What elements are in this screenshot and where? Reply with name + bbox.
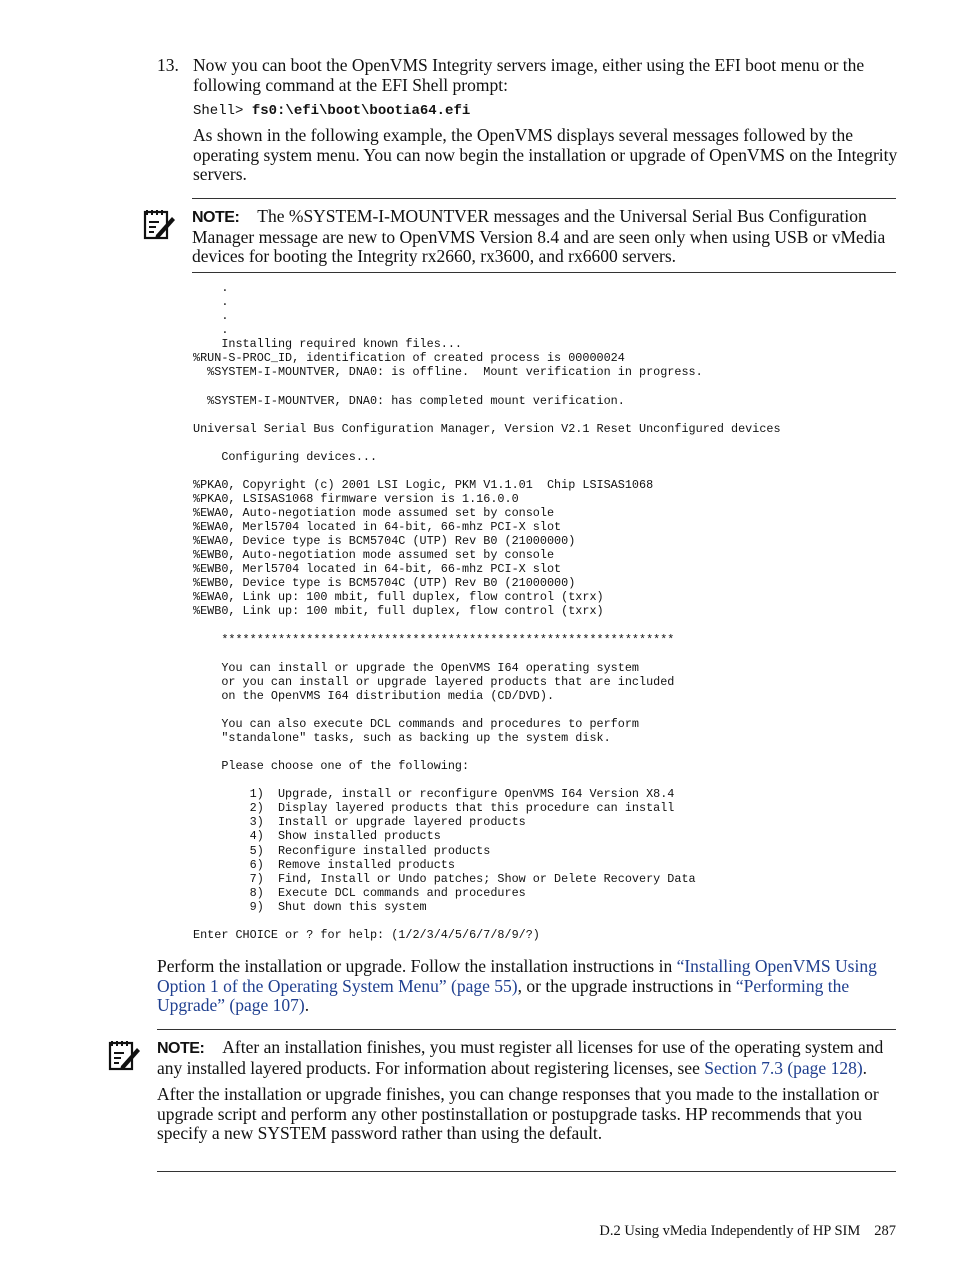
note2-top-rule xyxy=(157,1029,896,1030)
note1 xyxy=(192,207,898,267)
perform-text-middle: , or the upgrade instructions in xyxy=(517,975,736,996)
note2-paragraph-1 xyxy=(157,1038,899,1078)
perform-text-before: Perform the installation or upgrade. Follow the installation instructions in xyxy=(157,956,677,976)
page-number: 287 xyxy=(874,1223,896,1239)
page-footer xyxy=(599,1222,896,1242)
note-pencil-icon xyxy=(107,1038,141,1072)
step-number: 13. xyxy=(157,55,179,75)
perform-paragraph xyxy=(157,957,899,1016)
note2-text-before: After an installation finishes, you must register all licenses for use of the operating system and any installed layered products. For information about registering licenses, see xyxy=(157,1037,884,1078)
note2 xyxy=(157,1038,899,1144)
note1-label: NOTE: xyxy=(192,209,240,226)
note1-text: The %SYSTEM-I-MOUNTVER messages and the Universal Serial Bus Configuration Manager message are new to OpenVMS Version 8.4 and are seen only when using USB or vMedia devices for booting the Integrity rx2660, rx3600, and rx6600 servers. xyxy=(192,206,886,266)
note1-bottom-rule xyxy=(192,272,896,273)
console-output: . . . . Installing required known files... %RUN-S-PROC_ID, identification of created process is 00000024 %SYSTEM-I-MOUNTVER, DNA0: is offline. Mount verification in progress. %SYSTEM-I-MOUNTVER, DNA0: has completed mount verification. Universal Serial Bus Configuration Manager, Version V2.1 Reset Unconfigured devices Configuring devices... %PKA0, Copyright (c) 2001 LSI Logic, PKM V1.1.01 Chip LSISAS1068 %PKA0, LSISAS1068 firmware version is 1.16.0.0 %EWA0, Auto-negotiation mode assumed set by console %EWA0, Merl5704 located in 64-bit, 66-mhz PCI-X slot %EWA0, Device type is BCM5704C (UTP) Rev B0 (21000000) %EWB0, Auto-negotiation mode assumed set by console %EWB0, Merl5704 located in 64-bit, 66-mhz PCI-X slot %EWB0, Device type is BCM5704C (UTP) Rev B0 (21000000) %EWA0, Link up: 100 mbit, full duplex, flow control (txrx) %EWB0, Link up: 100 mbit, full duplex, flow control (txrx) **************************************************************** You can install or upgrade the OpenVMS I64 operating system or you can install or upgrade layered products that are included on the OpenVMS I64 distribution media (CD/DVD). You can also execute DCL commands and procedures to perform "standalone" tasks, such as backing up the system disk. Please choose one of the following: 1) Upgrade, install or reconfigure OpenVMS I64 Version X8.4 2) Display layered products that this procedure can install 3) Install or upgrade layered products 4) Show installed products 5) Reconfigure installed products 6) Remove installed products 7) Find, Install or Undo patches; Show or Delete Recovery Data 8) Execute DCL commands and procedures 9) Shut down this system Enter CHOICE or ? for help: (1/2/3/4/5/6/7/8/9/?) xyxy=(193,281,781,942)
link-performing-upgrade[interactable]: “Performing the Upgrade” (page 107) xyxy=(157,975,850,1015)
step-intro: Now you can boot the OpenVMS Integrity servers image, either using the EFI boot menu or the following command at the EFI Shell prompt: xyxy=(193,55,865,95)
link-section-7-3[interactable]: Section 7.3 (page 128) xyxy=(704,1057,863,1078)
note2-label: NOTE: xyxy=(157,1040,205,1057)
note2-bottom-rule xyxy=(157,1171,896,1172)
note2-text-after: . xyxy=(862,1057,868,1078)
link-installing-openvms[interactable]: “Installing OpenVMS Using Option 1 of the Operating System Menu” (page 55) xyxy=(157,956,877,996)
footer-section: D.2 Using vMedia Independently of HP SIM xyxy=(599,1223,861,1239)
note1-top-rule xyxy=(192,198,896,199)
shell-command xyxy=(193,102,898,120)
step-after: As shown in the following example, the OpenVMS displays several messages followed by the operating system menu. You can now begin the installation or upgrade of OpenVMS on the Integrity servers. xyxy=(193,125,898,184)
perform-text-after: . xyxy=(304,995,310,1015)
shell-prompt: Shell> xyxy=(193,103,252,119)
boot-command: fs0:\efi\boot\bootia64.efi xyxy=(251,103,471,119)
note2-paragraph-2: After the installation or upgrade finishes, you can change responses that you made to the installation or upgrade script and perform any other postinstallation or postupgrade tasks. HP recommends that you specify a new SYSTEM password rather than using the default. xyxy=(157,1084,879,1143)
step-body xyxy=(193,56,898,185)
note-pencil-icon xyxy=(142,207,176,241)
